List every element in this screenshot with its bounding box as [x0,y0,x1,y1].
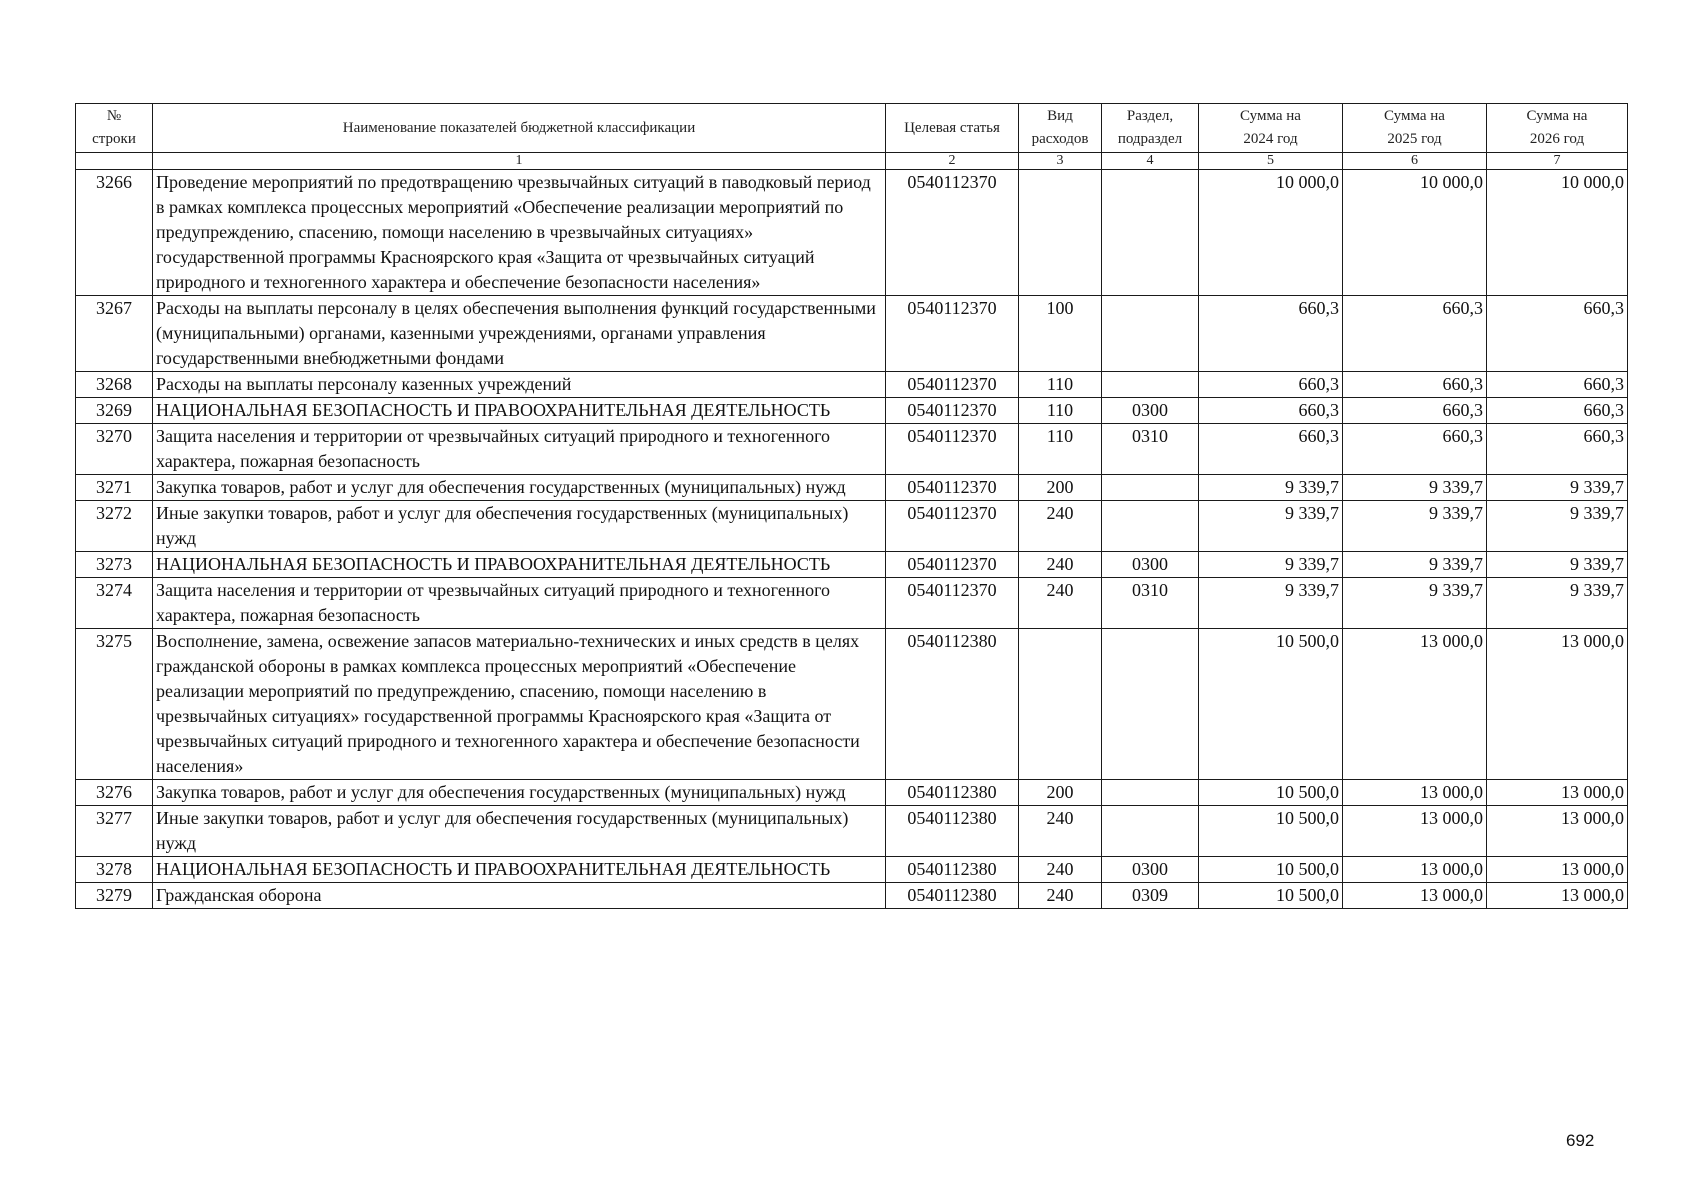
row-number-cell: 3273 [76,552,153,578]
row-number-cell: 3266 [76,170,153,296]
row-name-cell: Восполнение, замена, освежение запасов материально-технических и иных средств в целях гражданской обороны в рамках комплекса процессных мероприятий «Обеспечение реализации мероприятий по предупреждению, спасению, помощи населению в чрезвычайных ситуациях» государственной программы Красноярского края «Защита от чрезвычайных ситуаций природного и техногенного характера и обеспечение безопасности населения» [153,629,886,780]
target-article-cell: 0540112380 [886,806,1019,857]
sum-2025-cell: 13 000,0 [1343,883,1487,909]
table-row [76,806,1628,857]
target-article-cell: 0540112370 [886,578,1019,629]
row-name-cell: Иные закупки товаров, работ и услуг для обеспечения государственных (муниципальных) нужд [153,806,886,857]
sum-2026-cell: 13 000,0 [1487,629,1628,780]
row-number-cell: 3274 [76,578,153,629]
sum-2026-cell: 660,3 [1487,372,1628,398]
header-sum-2024: Сумма на 2024 год [1199,104,1343,153]
sum-2025-cell: 9 339,7 [1343,501,1487,552]
table-row [76,578,1628,629]
expense-type-cell: 110 [1019,424,1102,475]
sum-2025-cell: 13 000,0 [1343,806,1487,857]
section-cell: 0300 [1102,552,1199,578]
row-number-cell: 3278 [76,857,153,883]
sum-2026-cell: 13 000,0 [1487,883,1628,909]
sum-2024-cell: 660,3 [1199,372,1343,398]
sum-2024-cell: 9 339,7 [1199,578,1343,629]
sum-2025-cell: 660,3 [1343,296,1487,372]
row-name-cell: Защита населения и территории от чрезвычайных ситуаций природного и техногенного характера, пожарная безопасность [153,424,886,475]
table-row [76,857,1628,883]
sum-2024-cell: 10 500,0 [1199,883,1343,909]
table-row [76,296,1628,372]
table-row [76,398,1628,424]
table-row [76,552,1628,578]
row-number-cell: 3272 [76,501,153,552]
section-cell: 0300 [1102,398,1199,424]
row-name-cell: НАЦИОНАЛЬНАЯ БЕЗОПАСНОСТЬ И ПРАВООХРАНИТЕЛЬНАЯ ДЕЯТЕЛЬНОСТЬ [153,552,886,578]
sum-2025-cell: 9 339,7 [1343,552,1487,578]
target-article-cell: 0540112380 [886,629,1019,780]
section-cell [1102,372,1199,398]
sum-2024-cell: 10 000,0 [1199,170,1343,296]
expense-type-cell: 200 [1019,780,1102,806]
section-cell [1102,629,1199,780]
sum-2025-cell: 10 000,0 [1343,170,1487,296]
row-name-cell: Гражданская оборона [153,883,886,909]
row-number-cell: 3268 [76,372,153,398]
header-name: Наименование показателей бюджетной классификации [153,104,886,153]
row-number-cell: 3279 [76,883,153,909]
target-article-cell: 0540112370 [886,296,1019,372]
header-section: Раздел, подраздел [1102,104,1199,153]
sum-2026-cell: 9 339,7 [1487,578,1628,629]
column-number-blank [76,153,153,170]
row-number-cell: 3277 [76,806,153,857]
section-cell [1102,170,1199,296]
sum-2024-cell: 9 339,7 [1199,475,1343,501]
sum-2026-cell: 13 000,0 [1487,806,1628,857]
row-number-cell: 3269 [76,398,153,424]
expense-type-cell: 240 [1019,578,1102,629]
target-article-cell: 0540112370 [886,552,1019,578]
row-name-cell: НАЦИОНАЛЬНАЯ БЕЗОПАСНОСТЬ И ПРАВООХРАНИТЕЛЬНАЯ ДЕЯТЕЛЬНОСТЬ [153,398,886,424]
expense-type-cell [1019,629,1102,780]
column-number: 1 [153,153,886,170]
target-article-cell: 0540112370 [886,501,1019,552]
row-name-cell: Закупка товаров, работ и услуг для обеспечения государственных (муниципальных) нужд [153,780,886,806]
row-number-cell: 3270 [76,424,153,475]
target-article-cell: 0540112380 [886,857,1019,883]
sum-2025-cell: 13 000,0 [1343,857,1487,883]
sum-2026-cell: 13 000,0 [1487,857,1628,883]
sum-2025-cell: 660,3 [1343,398,1487,424]
expense-type-cell: 100 [1019,296,1102,372]
table-row [76,780,1628,806]
row-name-cell: Защита населения и территории от чрезвычайных ситуаций природного и техногенного характера, пожарная безопасность [153,578,886,629]
sum-2026-cell: 10 000,0 [1487,170,1628,296]
sum-2025-cell: 13 000,0 [1343,629,1487,780]
table-row [76,170,1628,296]
sum-2026-cell: 9 339,7 [1487,475,1628,501]
sum-2024-cell: 10 500,0 [1199,857,1343,883]
sum-2024-cell: 9 339,7 [1199,552,1343,578]
row-name-cell: Закупка товаров, работ и услуг для обеспечения государственных (муниципальных) нужд [153,475,886,501]
sum-2024-cell: 10 500,0 [1199,806,1343,857]
column-number: 4 [1102,153,1199,170]
target-article-cell: 0540112370 [886,398,1019,424]
sum-2025-cell: 660,3 [1343,424,1487,475]
expense-type-cell: 240 [1019,857,1102,883]
sum-2026-cell: 660,3 [1487,424,1628,475]
section-cell [1102,296,1199,372]
row-number-cell: 3271 [76,475,153,501]
row-number-cell: 3276 [76,780,153,806]
sum-2024-cell: 660,3 [1199,424,1343,475]
row-number-cell: 3275 [76,629,153,780]
expense-type-cell: 240 [1019,552,1102,578]
target-article-cell: 0540112370 [886,170,1019,296]
column-number: 5 [1199,153,1343,170]
sum-2024-cell: 660,3 [1199,398,1343,424]
expense-type-cell: 240 [1019,883,1102,909]
sum-2025-cell: 13 000,0 [1343,780,1487,806]
section-cell: 0310 [1102,578,1199,629]
sum-2026-cell: 13 000,0 [1487,780,1628,806]
row-number-cell: 3267 [76,296,153,372]
table-row [76,475,1628,501]
table-header-row [76,104,1628,153]
table-body [76,170,1628,909]
sum-2025-cell: 9 339,7 [1343,475,1487,501]
table-row [76,629,1628,780]
table-row [76,501,1628,552]
section-cell [1102,501,1199,552]
sum-2024-cell: 660,3 [1199,296,1343,372]
sum-2026-cell: 9 339,7 [1487,552,1628,578]
row-name-cell: Расходы на выплаты персоналу казенных учреждений [153,372,886,398]
header-sum-2025: Сумма на 2025 год [1343,104,1487,153]
target-article-cell: 0540112380 [886,780,1019,806]
sum-2026-cell: 9 339,7 [1487,501,1628,552]
header-expense-type: Вид расходов [1019,104,1102,153]
column-number: 3 [1019,153,1102,170]
row-name-cell: Проведение мероприятий по предотвращению чрезвычайных ситуаций в паводковый период в рамках комплекса процессных мероприятий «Обеспечение реализации мероприятий по предупреждению, спасению, помощи населению в чрезвычайных ситуациях» государственной программы Красноярского края «Защита от чрезвычайных ситуаций природного и техногенного характера и обеспечение безопасности населения» [153,170,886,296]
expense-type-cell: 240 [1019,806,1102,857]
section-cell: 0309 [1102,883,1199,909]
sum-2025-cell: 9 339,7 [1343,578,1487,629]
sum-2024-cell: 9 339,7 [1199,501,1343,552]
table-row [76,372,1628,398]
sum-2025-cell: 660,3 [1343,372,1487,398]
row-name-cell: НАЦИОНАЛЬНАЯ БЕЗОПАСНОСТЬ И ПРАВООХРАНИТЕЛЬНАЯ ДЕЯТЕЛЬНОСТЬ [153,857,886,883]
expense-type-cell [1019,170,1102,296]
column-number: 6 [1343,153,1487,170]
expense-type-cell: 240 [1019,501,1102,552]
section-cell: 0310 [1102,424,1199,475]
page-number: 692 [1566,1131,1595,1150]
section-cell [1102,806,1199,857]
table-row [76,883,1628,909]
sum-2026-cell: 660,3 [1487,398,1628,424]
sum-2024-cell: 10 500,0 [1199,780,1343,806]
column-number-row [76,153,1628,170]
header-sum-2026: Сумма на 2026 год [1487,104,1628,153]
column-number: 2 [886,153,1019,170]
expense-type-cell: 110 [1019,372,1102,398]
row-name-cell: Иные закупки товаров, работ и услуг для обеспечения государственных (муниципальных) нужд [153,501,886,552]
table-row [76,424,1628,475]
expense-type-cell: 200 [1019,475,1102,501]
target-article-cell: 0540112370 [886,372,1019,398]
header-row-number: № строки [76,104,153,153]
sum-2026-cell: 660,3 [1487,296,1628,372]
expense-type-cell: 110 [1019,398,1102,424]
target-article-cell: 0540112370 [886,424,1019,475]
budget-classification-table [75,103,1628,909]
section-cell [1102,475,1199,501]
sum-2024-cell: 10 500,0 [1199,629,1343,780]
row-name-cell: Расходы на выплаты персоналу в целях обеспечения выполнения функций государственными (муниципальными) органами, казенными учреждениями, органами управления государственными внебюджетными фондами [153,296,886,372]
target-article-cell: 0540112380 [886,883,1019,909]
section-cell [1102,780,1199,806]
column-number: 7 [1487,153,1628,170]
header-target-article: Целевая статья [886,104,1019,153]
target-article-cell: 0540112370 [886,475,1019,501]
section-cell: 0300 [1102,857,1199,883]
